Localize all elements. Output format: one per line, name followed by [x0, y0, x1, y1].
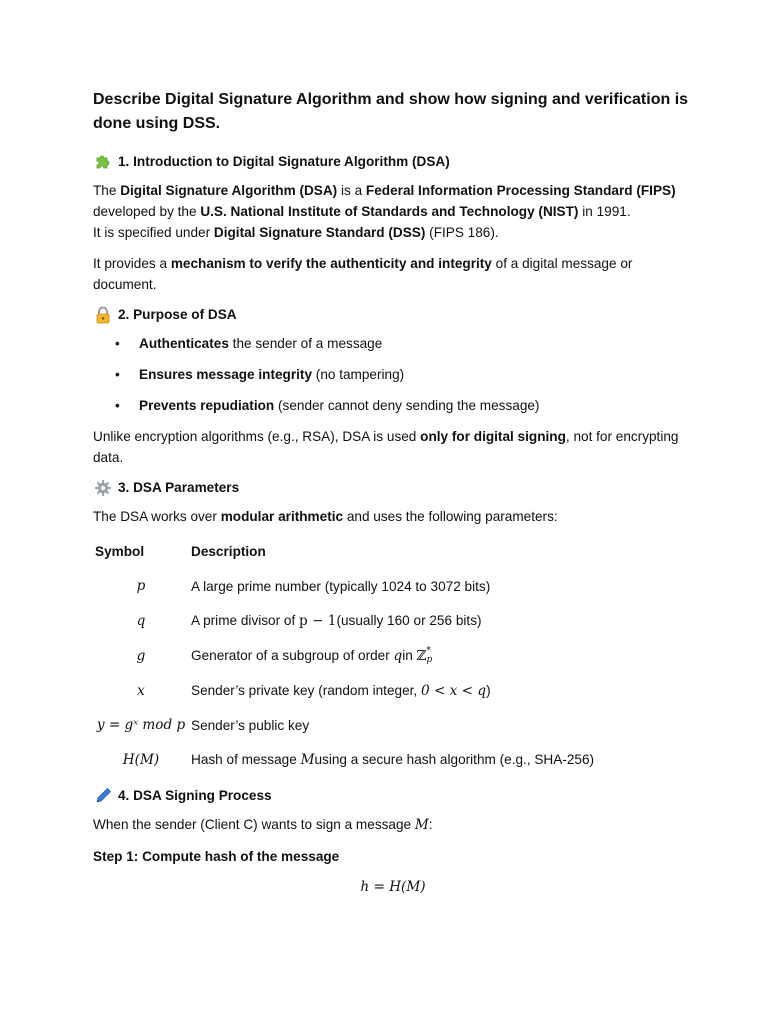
section-heading-signing	[93, 786, 693, 806]
list-item: • Ensures message integrity (no tampering)	[93, 364, 693, 385]
description-cell: A large prime number (typically 1024 to 3072 bits)	[191, 579, 491, 594]
column-header-description: Description	[191, 544, 266, 559]
section-heading-text: 4. DSA Signing Process	[118, 788, 272, 803]
table-row	[91, 570, 594, 604]
section-heading-text: 2. Purpose of DSA	[118, 307, 237, 322]
column-header-symbol: Symbol	[95, 544, 145, 559]
params-table	[91, 537, 594, 778]
symbol-cell: x	[137, 682, 145, 699]
page-title: Describe Digital Signature Algorithm and show how signing and verification is done using DSS.	[93, 91, 689, 132]
document-content	[93, 88, 693, 908]
purpose-list	[93, 333, 693, 416]
purpose-note: Unlike encryption algorithms (e.g., RSA), DSA is used only for digital signing, not for encrypting data.	[93, 429, 679, 465]
step-heading: Step 1: Compute hash of the message	[93, 849, 340, 864]
params-intro: The DSA works over modular arithmetic and uses the following parameters:	[93, 509, 558, 524]
description-cell: Sender’s public key	[191, 718, 310, 733]
description-cell: Sender’s private key (random integer, 0 < x < q)	[191, 683, 491, 699]
description-cell: A prime divisor of p − 1(usually 160 or 256 bits)	[191, 613, 482, 629]
table-row	[91, 674, 594, 709]
equation: h = H(M)	[360, 879, 426, 895]
symbol-cell: q	[136, 612, 146, 629]
symbol-cell: H(M)	[122, 751, 160, 768]
symbol-cell: g	[136, 647, 146, 664]
list-item: • Authenticates the sender of a message	[93, 333, 693, 354]
symbol-cell: y = gˣ mod p	[96, 717, 186, 733]
description-cell: Generator of a subgroup of order qin ℤ * p	[191, 646, 433, 666]
section-heading-text: 1. Introduction to Digital Signature Algorithm (DSA)	[118, 154, 450, 169]
section-heading-text: 3. DSA Parameters	[118, 480, 240, 495]
description-cell: Hash of message Musing a secure hash algorithm (e.g., SHA-256)	[191, 752, 595, 768]
section-heading-params	[93, 478, 693, 498]
puzzle-piece-icon	[93, 152, 113, 172]
signing-intro: When the sender (Client C) wants to sign a message M:	[93, 817, 433, 833]
pen-icon	[93, 786, 113, 806]
section-heading-intro	[93, 152, 693, 172]
symbol-cell: p	[136, 578, 146, 594]
table-row	[91, 639, 594, 674]
lock-icon	[93, 305, 113, 325]
intro-paragraph-1: The Digital Signature Algorithm (DSA) is a Federal Information Processing Standard (FIPS) developed by the U.S. National Institute of Standards and Technology (NIST) in 1991. It is specified under Digital Signature Standard (DSS) (FIPS 186).	[93, 183, 676, 240]
intro-paragraph-2: It provides a mechanism to verify the authenticity and integrity of a digital message or document.	[93, 256, 633, 292]
table-row	[91, 604, 594, 639]
section-heading-purpose	[93, 305, 693, 325]
list-item: • Prevents repudiation (sender cannot deny sending the message)	[93, 395, 693, 416]
gear-icon	[93, 478, 113, 498]
table-row	[91, 743, 594, 778]
table-row	[91, 709, 594, 743]
table-header-row	[91, 537, 594, 570]
